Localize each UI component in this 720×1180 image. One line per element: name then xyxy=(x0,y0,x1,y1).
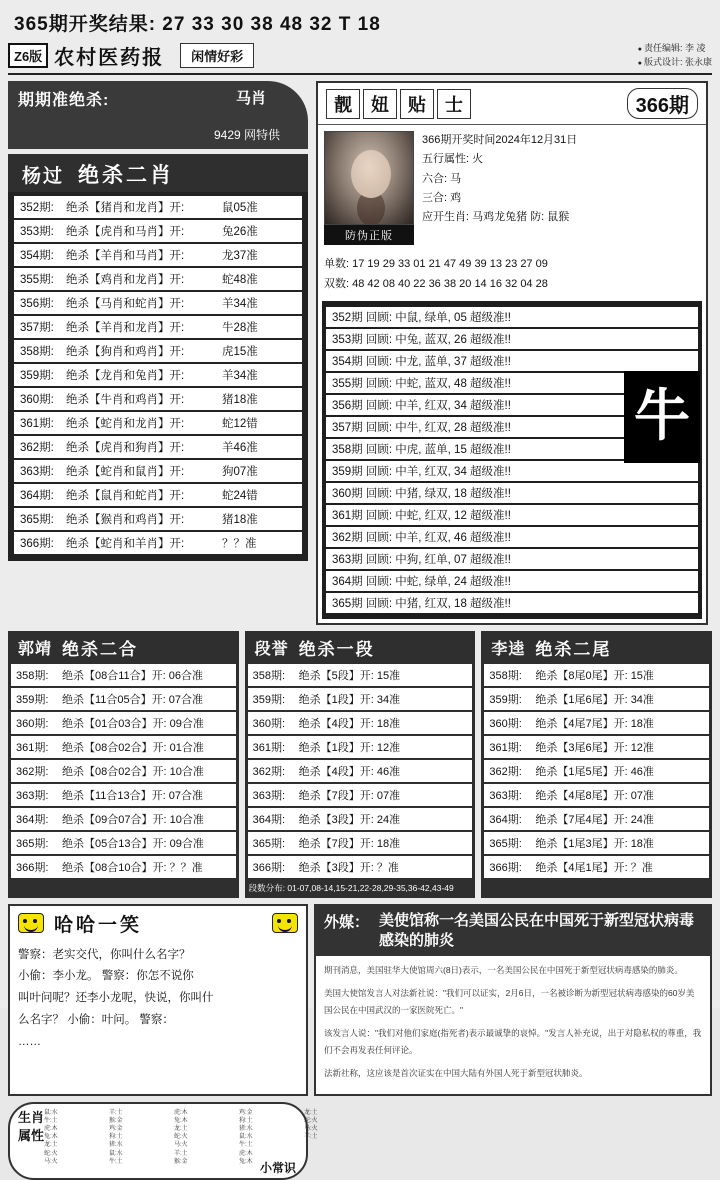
zodiac-cell: 猪:水 xyxy=(109,1142,123,1149)
promo-line2: 马肖 xyxy=(235,90,266,107)
panel-footnote xyxy=(481,880,712,886)
row-issue: 366期: xyxy=(20,538,54,550)
table-row xyxy=(14,508,302,530)
paper-title: 农村医药报 xyxy=(54,47,165,69)
list-item: 365期 回顾: 中猪, 红双, 18 超级准!! xyxy=(326,593,698,613)
panel-author: 李逵 xyxy=(491,640,526,658)
row-body: 绝杀【蛇肖和鼠肖】开: xyxy=(66,466,185,478)
zodiac-cell: 龙:土 xyxy=(304,1110,318,1117)
row-body: 绝杀【08合02合】开: 01合准 xyxy=(62,741,204,754)
footer-spacer xyxy=(314,1102,712,1180)
row-issue: 352期: xyxy=(20,202,54,214)
row-body: 绝杀【01合03合】开: 09合准 xyxy=(62,717,204,730)
news-paragraph: 期刊消息，美国驻华大使馆周六(8日)表示，一名美国公民在中国死于新型冠状病毒感染的肺炎。 xyxy=(324,965,683,976)
row-body: 绝杀【4段】开: 18准 xyxy=(298,717,401,730)
issue-details xyxy=(422,131,700,245)
smiley-icon xyxy=(272,913,298,933)
number-groups xyxy=(318,255,706,301)
sha-er-xiao-panel xyxy=(8,154,308,561)
row-issue: 363期: xyxy=(16,789,49,802)
table-row xyxy=(248,808,473,830)
row-result: 羊46准 xyxy=(222,442,258,454)
row-result: 虎15准 xyxy=(222,346,258,358)
table-row xyxy=(248,688,473,710)
row-result: 狗07准 xyxy=(222,466,258,478)
row-issue: 364期: xyxy=(20,490,54,502)
zodiac-cell: 鼠:水 xyxy=(239,1134,253,1141)
table-row xyxy=(14,244,302,266)
table-row xyxy=(248,856,473,878)
table-row xyxy=(11,688,236,710)
table-row xyxy=(484,664,709,686)
zodiac-cell: 龙:土 xyxy=(174,1126,188,1133)
masthead xyxy=(8,41,712,75)
table-row xyxy=(11,736,236,758)
news-paragraph: 美国大使馆发言人对法新社说："我们可以证实，2月6日，一名被诊断为新型冠状病毒感染的60岁美国公民在中国武汉的一家医院死亡。" xyxy=(324,988,695,1016)
row-body: 绝杀【05合13合】开: 09合准 xyxy=(62,837,204,850)
tips-box xyxy=(316,81,708,625)
table-row xyxy=(14,484,302,506)
row-body: 绝杀【猴肖和鸡肖】开: xyxy=(66,514,185,526)
news-body xyxy=(316,956,710,1094)
row-body: 绝杀【7段】开: 18准 xyxy=(298,837,401,850)
row-issue: 356期: xyxy=(20,298,54,310)
zodiac-title: 生肖属性 xyxy=(18,1110,45,1143)
zodiac-cell: 马:火 xyxy=(44,1158,58,1165)
zodiac-cell: 狗:土 xyxy=(239,1118,253,1125)
table-row xyxy=(248,664,473,686)
row-body: 绝杀【羊肖和马肖】开: xyxy=(66,250,185,262)
news-paragraph: 法新社称，这应该是首次证实在中国大陆有外国人死于新型冠状肺炎。 xyxy=(324,1068,588,1079)
featured-zodiac: 牛 xyxy=(624,371,700,463)
panel-author: 杨过 xyxy=(22,165,65,187)
row-body: 绝杀【4尾1尾】开: ？准 xyxy=(535,861,653,874)
zodiac-cell: 羊:土 xyxy=(304,1134,318,1141)
panel-sha-yi-duan xyxy=(245,631,476,898)
odd-numbers: 单数: 17 19 29 33 01 21 47 49 39 13 23 27 09 xyxy=(324,258,548,270)
zodiac-cell: 牛:土 xyxy=(109,1158,123,1165)
table-row xyxy=(11,760,236,782)
joke-body xyxy=(10,941,306,1062)
joke-line: 警察：老实交代，你叫什么名字？ xyxy=(18,948,191,961)
table-row xyxy=(248,736,473,758)
table-row xyxy=(11,832,236,854)
row-issue: 359期: xyxy=(489,693,522,706)
element-attr: 五行属性: 火 xyxy=(422,153,484,166)
zodiac-cell: 鼠:水 xyxy=(109,1150,123,1157)
row-issue: 360期: xyxy=(20,394,54,406)
row-result: 牛28准 xyxy=(222,322,258,334)
row-body: 绝杀【蛇肖和龙肖】开: xyxy=(66,418,185,430)
table-row xyxy=(484,784,709,806)
row-issue: 365期: xyxy=(16,837,49,850)
panel-rows xyxy=(8,664,239,878)
row-issue: 360期: xyxy=(16,717,49,730)
row-body: 绝杀【龙肖和兔肖】开: xyxy=(66,370,185,382)
bottom-section xyxy=(8,904,712,1097)
row-issue: 366期: xyxy=(489,861,522,874)
credit-designer: ● 版式设计: 张永康 xyxy=(638,56,712,70)
row-issue: 365期: xyxy=(489,837,522,850)
row-body: 绝杀【1尾3尾】开: 18准 xyxy=(535,837,654,850)
zodiac-cell: 蛇:火 xyxy=(304,1118,318,1125)
table-row xyxy=(484,712,709,734)
row-body: 绝杀【鼠肖和蛇肖】开: xyxy=(66,490,185,502)
row-issue: 354期: xyxy=(20,250,54,262)
issue-badge: 366期 xyxy=(627,88,698,119)
title-char: 妞 xyxy=(363,89,397,119)
upper-section xyxy=(8,81,712,625)
promo-line3: 9429 网特供 xyxy=(213,128,280,142)
row-body: 绝杀【11合13合】开: 07合准 xyxy=(62,789,204,802)
row-body: 绝杀【猪肖和龙肖】开: xyxy=(66,202,185,214)
zodiac-cell: 马:火 xyxy=(304,1126,318,1133)
expected-zodiac: 应开生肖: 马鸡龙兔猪 防: 鼠猴 xyxy=(422,211,570,223)
row-issue: 358期: xyxy=(252,669,286,682)
row-result: 龙37准 xyxy=(222,250,258,262)
panel-footnote: 段数分布: 01-07,08-14,15-21,22-28,29-35,36-42,43-49 xyxy=(248,882,454,893)
title-char: 靓 xyxy=(326,89,360,119)
row-body: 绝杀【1尾6尾】开: 34准 xyxy=(535,693,654,706)
row-issue: 360期: xyxy=(252,717,286,730)
lottery-result-line: 365期开奖结果: 27 33 30 38 48 32 T 18 xyxy=(14,14,381,35)
recall-section xyxy=(318,301,706,619)
row-body: 绝杀【虎肖和马肖】开: xyxy=(66,226,185,238)
promo-line1: 期期准绝杀: xyxy=(18,92,110,109)
row-issue: 353期: xyxy=(20,226,54,238)
list-item: 357期 回顾: 中牛, 红双, 28 超级准!! xyxy=(326,417,698,437)
row-issue: 357期: xyxy=(20,322,54,334)
row-body: 绝杀【1段】开: 12准 xyxy=(298,741,401,754)
panel-footnote xyxy=(8,880,239,886)
tips-header xyxy=(318,83,706,125)
liuhe: 六合: 马 xyxy=(422,172,462,185)
row-issue: 359期: xyxy=(16,693,49,706)
row-issue: 363期: xyxy=(20,466,54,478)
model-photo xyxy=(324,131,414,245)
even-numbers: 双数: 48 42 08 40 22 36 38 20 14 16 32 04 28 xyxy=(324,277,548,290)
news-header xyxy=(316,906,710,957)
zodiac-cell: 虎:木 xyxy=(239,1150,253,1157)
news-headline: 美使馆称一名美国公民在中国死于新型冠状病毒感染的肺炎 xyxy=(379,911,695,949)
panel-sha-er-wei xyxy=(481,631,712,898)
title-char: 士 xyxy=(437,89,471,119)
draw-date: 366期开奖时间2024年12月31日 xyxy=(422,134,578,146)
news-article xyxy=(314,904,712,1097)
row-body: 绝杀【7尾4尾】开: 24准 xyxy=(535,813,654,826)
photo-image xyxy=(324,131,414,225)
joke-line: 小偷：李小龙。 警察：你怎不说你 xyxy=(18,970,194,983)
list-item: 364期 回顾: 中蛇, 绿单, 24 超级准!! xyxy=(326,571,698,591)
row-issue: 355期: xyxy=(20,274,54,286)
row-body: 绝杀【4尾8尾】开: 07准 xyxy=(535,789,654,802)
zodiac-cell: 虎:木 xyxy=(44,1126,58,1133)
panel-rows xyxy=(245,664,476,878)
row-issue: 363期: xyxy=(489,789,522,802)
row-result: ？？准 xyxy=(222,538,257,550)
zodiac-cell: 兔:木 xyxy=(239,1158,253,1165)
photo-caption: 防伪正版 xyxy=(324,225,414,245)
promo-banner xyxy=(8,81,308,149)
zodiac-cell: 猪:水 xyxy=(239,1126,253,1133)
row-issue: 361期: xyxy=(489,741,522,754)
zodiac-cell: 兔:木 xyxy=(44,1134,58,1141)
row-issue: 364期: xyxy=(16,813,49,826)
row-body: 绝杀【09合07合】开: 10合准 xyxy=(62,813,204,826)
zodiac-cell: 蛇:火 xyxy=(44,1150,58,1157)
zodiac-cell: 牛:土 xyxy=(239,1142,253,1149)
credit-editor: ● 责任编辑: 李 凌 xyxy=(638,42,712,56)
row-issue: 364期: xyxy=(252,813,286,826)
footer-section xyxy=(8,1102,712,1180)
list-item: 359期 回顾: 中羊, 红双, 34 超级准!! xyxy=(326,461,698,481)
zodiac-cell: 龙:土 xyxy=(44,1142,58,1149)
row-result: 猪18准 xyxy=(222,394,258,406)
list-item: 363期 回顾: 中狗, 红单, 07 超级准!! xyxy=(326,549,698,569)
row-body: 绝杀【4段】开: 46准 xyxy=(298,765,401,778)
joke-line: …… xyxy=(18,1035,41,1048)
row-body: 绝杀【蛇肖和羊肖】开: xyxy=(66,538,185,550)
row-body: 绝杀【08合10合】开: ？？准 xyxy=(62,861,203,874)
table-row xyxy=(11,784,236,806)
table-row xyxy=(14,196,302,218)
table-row xyxy=(11,808,236,830)
issue-info xyxy=(318,125,706,251)
row-issue: 362期: xyxy=(252,765,286,778)
title-char: 贴 xyxy=(400,89,434,119)
list-item: 356期 回顾: 中羊, 红双, 34 超级准!! xyxy=(326,395,698,415)
row-result: 鼠05准 xyxy=(222,202,258,214)
list-item: 353期 回顾: 中兔, 蓝双, 26 超级准!! xyxy=(326,329,698,349)
row-result: 羊34准 xyxy=(222,370,258,382)
zodiac-cell: 蛇:火 xyxy=(174,1134,188,1141)
zodiac-cell: 猴:金 xyxy=(109,1118,123,1125)
row-body: 绝杀【1段】开: 34准 xyxy=(298,693,401,706)
left-column xyxy=(8,81,308,625)
table-row xyxy=(14,316,302,338)
table-row xyxy=(14,220,302,242)
zodiac-cell: 马:火 xyxy=(174,1142,188,1149)
table-row xyxy=(11,712,236,734)
row-body: 绝杀【8尾0尾】开: 15准 xyxy=(535,669,654,682)
table-row xyxy=(14,268,302,290)
row-issue: 358期: xyxy=(20,346,54,358)
table-row xyxy=(14,292,302,314)
table-row xyxy=(11,664,236,686)
row-issue: 358期: xyxy=(489,669,522,682)
row-issue: 361期: xyxy=(16,741,49,754)
joke-title: 哈哈一笑 xyxy=(54,914,143,936)
panel-title: 绝杀二合 xyxy=(62,639,139,659)
panel-title: 绝杀一段 xyxy=(298,639,375,659)
row-body: 绝杀【狗肖和鸡肖】开: xyxy=(66,346,185,358)
table-row xyxy=(11,856,236,878)
panel-rows xyxy=(481,664,712,878)
zodiac-cell: 猴:金 xyxy=(174,1158,188,1165)
row-body: 绝杀【1尾5尾】开: 46准 xyxy=(535,765,654,778)
table-row xyxy=(484,856,709,878)
row-body: 绝杀【马肖和蛇肖】开: xyxy=(66,298,185,310)
panel-title: 绝杀二尾 xyxy=(535,639,612,659)
row-issue: 362期: xyxy=(20,442,54,454)
table-row xyxy=(484,736,709,758)
row-result: 蛇48准 xyxy=(222,274,258,286)
tips-title-chars xyxy=(326,89,471,119)
joke-line: 么名字？ 小偷：叶问。 警察： xyxy=(18,1014,174,1027)
row-result: 猪18准 xyxy=(222,514,258,526)
row-issue: 364期: xyxy=(489,813,522,826)
row-body: 绝杀【3段】开: ？准 xyxy=(298,861,399,874)
row-result: 蛇12错 xyxy=(222,418,258,430)
row-body: 绝杀【羊肖和龙肖】开: xyxy=(66,322,185,334)
row-issue: 362期: xyxy=(16,765,49,778)
zodiac-cell: 羊:土 xyxy=(174,1150,188,1157)
row-issue: 366期: xyxy=(252,861,286,874)
zodiac-cell: 鼠:水 xyxy=(44,1110,58,1117)
zodiac-tag: 小常识 xyxy=(259,1161,296,1176)
row-body: 绝杀【5段】开: 15准 xyxy=(298,669,401,682)
zodiac-cell: 狗:土 xyxy=(109,1134,123,1141)
list-item: 354期 回顾: 中龙, 蓝单, 37 超级准!! xyxy=(326,351,698,371)
table-row xyxy=(248,832,473,854)
panel-title: 绝杀二肖 xyxy=(78,164,175,187)
panel-header xyxy=(8,631,239,662)
row-issue: 361期: xyxy=(20,418,54,430)
row-body: 绝杀【08合02合】开: 10合准 xyxy=(62,765,204,778)
list-item: 352期 回顾: 中鼠, 绿单, 05 超级准!! xyxy=(326,307,698,327)
row-body: 绝杀【7段】开: 07准 xyxy=(298,789,401,802)
panel-author: 段誉 xyxy=(254,640,289,658)
edition-badge: Z6版 xyxy=(8,43,48,68)
row-result: 蛇24错 xyxy=(222,490,258,502)
joke-box xyxy=(8,904,308,1097)
row-issue: 359期: xyxy=(20,370,54,382)
news-source: 外媒： xyxy=(324,913,370,931)
panel-header xyxy=(245,631,476,662)
section-title: 闲情好彩 xyxy=(180,43,254,68)
smiley-icon xyxy=(18,913,44,933)
panel-author: 郭靖 xyxy=(18,640,53,658)
zodiac-cell: 兔:木 xyxy=(174,1118,188,1125)
row-body: 绝杀【鸡肖和龙肖】开: xyxy=(66,274,185,286)
masthead-credits xyxy=(638,42,712,69)
middle-panels xyxy=(8,631,712,898)
zodiac-cell: 鸡:金 xyxy=(239,1110,253,1117)
table-row xyxy=(14,340,302,362)
row-issue: 362期: xyxy=(489,765,522,778)
table-row xyxy=(14,412,302,434)
table-row xyxy=(484,688,709,710)
row-issue: 359期: xyxy=(252,693,286,706)
panel-header xyxy=(481,631,712,662)
table-row xyxy=(14,436,302,458)
row-body: 绝杀【牛肖和鸡肖】开: xyxy=(66,394,185,406)
table-row xyxy=(14,532,302,554)
joke-header xyxy=(10,906,306,941)
panel-sha-er-he xyxy=(8,631,239,898)
zodiac-cell: 羊:土 xyxy=(109,1110,123,1117)
table-row xyxy=(484,832,709,854)
row-issue: 365期: xyxy=(20,514,54,526)
news-paragraph: 该发言人说："我们对他们家庭(指死者)表示最诚挚的哀悼。"发言人补充说，出于对隐私权的尊重，我们不会再发表任何评论。 xyxy=(324,1028,702,1056)
prediction-rows xyxy=(8,192,308,561)
list-item: 362期 回顾: 中羊, 红双, 46 超级准!! xyxy=(326,527,698,547)
table-row xyxy=(484,760,709,782)
table-row xyxy=(484,808,709,830)
row-body: 绝杀【08合11合】开: 06合准 xyxy=(62,669,204,682)
zodiac-cell: 鸡:金 xyxy=(109,1126,123,1133)
right-column xyxy=(316,81,708,625)
zodiac-attribute-box xyxy=(8,1102,318,1180)
sanhe: 三合: 鸡 xyxy=(422,191,462,204)
row-issue: 365期: xyxy=(252,837,286,850)
row-body: 绝杀【虎肖和狗肖】开: xyxy=(66,442,185,454)
row-issue: 366期: xyxy=(16,861,49,874)
table-row xyxy=(14,388,302,410)
row-issue: 358期: xyxy=(16,669,49,682)
row-issue: 360期: xyxy=(489,717,522,730)
row-issue: 361期: xyxy=(252,741,286,754)
row-result: 羊34准 xyxy=(222,298,258,310)
list-item: 360期 回顾: 中猪, 绿双, 18 超级准!! xyxy=(326,483,698,503)
row-body: 绝杀【4尾7尾】开: 18准 xyxy=(535,717,654,730)
joke-line: 叫叶问呢？还李小龙呢，快说，你叫什 xyxy=(18,992,214,1005)
row-body: 绝杀【11合05合】开: 07合准 xyxy=(62,693,204,706)
list-item: 355期 回顾: 中蛇, 蓝双, 48 超级准!! xyxy=(326,373,698,393)
panel-header xyxy=(8,154,308,192)
list-item: 358期 回顾: 中虎, 蓝单, 15 超级准!! xyxy=(326,439,698,459)
table-row xyxy=(248,760,473,782)
table-row xyxy=(248,784,473,806)
table-row xyxy=(248,712,473,734)
row-issue: 363期: xyxy=(252,789,286,802)
zodiac-cell: 虎:木 xyxy=(174,1110,188,1117)
table-row xyxy=(14,460,302,482)
row-body: 绝杀【3段】开: 24准 xyxy=(298,813,401,826)
row-body: 绝杀【3尾6尾】开: 12准 xyxy=(535,741,654,754)
row-result: 兔26准 xyxy=(222,226,258,238)
list-item: 361期 回顾: 中蛇, 红双, 12 超级准!! xyxy=(326,505,698,525)
table-row xyxy=(14,364,302,386)
zodiac-cell: 牛:土 xyxy=(44,1118,58,1125)
